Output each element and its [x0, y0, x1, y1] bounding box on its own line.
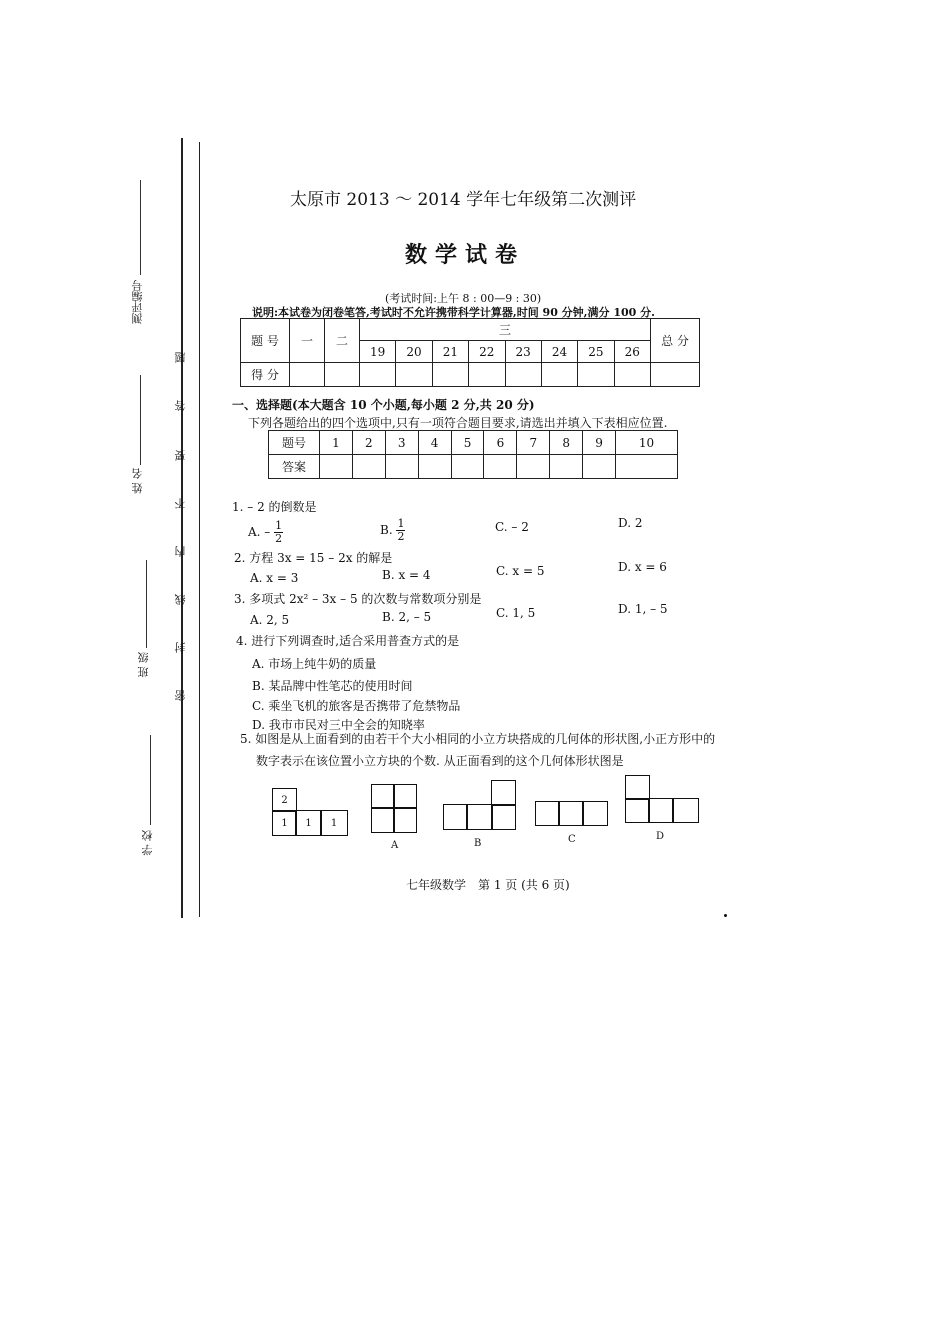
answer-number: 10 [616, 431, 678, 455]
score-cell[interactable] [325, 363, 360, 387]
answer-row-label: 题号 [269, 431, 320, 455]
question-4-option-a: A. 市场上纯牛奶的质量 [252, 657, 377, 671]
section-instruction: 下列各题给出的四个选项中,只有一项符合题目要求,请选出并填入下表相应位置. [248, 416, 668, 430]
front-view-cell [371, 807, 395, 833]
exam-title: 太原市 2013 ～ 2014 学年七年级第二次测评 [290, 190, 637, 210]
name-blank[interactable] [140, 375, 141, 465]
sub-question-number: 22 [469, 341, 505, 363]
question-2-option-c: C. x = 5 [496, 564, 545, 578]
question-4-stem: 4. 进行下列调查时,适合采用普查方式的是 [236, 634, 460, 648]
exam-note: 说明:本试卷为闭卷笔答,考试时不允许携带科学计算器,时间 90 分钟,满分 100 分. [252, 306, 655, 319]
question-4-option-b: B. 某品牌中性笔芯的使用时间 [252, 679, 413, 693]
question-5-stem: 5. 如图是从上面看到的由若干个大小相同的小立方块搭成的几何体的形状图,小正方形中的 [240, 732, 716, 746]
question-4-option-c: C. 乘坐飞机的旅客是否携带了危禁物品 [252, 699, 461, 713]
front-view-cell [672, 798, 699, 823]
front-view-cell [535, 801, 560, 826]
scan-speck [724, 914, 727, 917]
class-label: 班 级 [137, 652, 150, 678]
fraction [274, 520, 283, 545]
subject-title: 数学试卷 [405, 242, 526, 268]
question-2-stem: 2. 方程 3x = 15 – 2x 的解是 [234, 551, 393, 565]
top-view-cell: 1 [295, 810, 322, 836]
figure-label-a: A [391, 840, 399, 851]
question-4-option-d: D. 我市市民对三中全会的知晓率 [252, 718, 425, 732]
answer-number: 4 [418, 431, 451, 455]
score-table [240, 318, 700, 387]
score-cell[interactable] [432, 363, 468, 387]
question-3-stem: 3. 多项式 2x² – 3x – 5 的次数与常数项分别是 [234, 592, 482, 606]
front-view-cell [625, 775, 650, 800]
sub-question-number: 25 [578, 341, 614, 363]
front-view-cell [443, 804, 468, 830]
score-cell[interactable] [290, 363, 325, 387]
score-cell[interactable] [469, 363, 505, 387]
front-view-cell [371, 784, 395, 809]
answer-number: 5 [451, 431, 484, 455]
top-view-cell: 2 [272, 788, 297, 812]
seal-char: 要 [174, 450, 187, 461]
answer-number: 2 [352, 431, 385, 455]
sub-question-number: 26 [614, 341, 650, 363]
top-view-cell: 1 [272, 810, 297, 836]
answer-cell[interactable] [352, 455, 385, 479]
fraction-numerator: 1 [275, 519, 283, 532]
seal-char: 答 [174, 400, 187, 411]
sub-question-number: 21 [432, 341, 468, 363]
sub-question-number: 19 [360, 341, 396, 363]
part-three: 三 [360, 319, 651, 341]
front-view-cell [558, 801, 584, 826]
score-row-label: 得 分 [241, 363, 290, 387]
seal-char: 封 [174, 642, 187, 653]
score-cell[interactable] [396, 363, 432, 387]
answer-row-label: 答案 [269, 455, 320, 479]
seal-char: 不 [174, 498, 187, 509]
question-1-option-d: D. 2 [618, 516, 643, 530]
score-cell[interactable] [578, 363, 614, 387]
option-a-prefix: A. – [248, 525, 271, 539]
part-two: 二 [325, 319, 360, 363]
score-cell[interactable] [360, 363, 396, 387]
total-score-label: 总 分 [651, 319, 700, 363]
score-cell[interactable] [541, 363, 577, 387]
front-view-cell [491, 780, 516, 806]
answer-cell[interactable] [418, 455, 451, 479]
top-view-cell: 1 [320, 810, 348, 836]
answer-cell[interactable] [484, 455, 517, 479]
answer-cell[interactable] [583, 455, 616, 479]
part-one: 一 [290, 319, 325, 363]
answer-number: 8 [550, 431, 583, 455]
seal-char: 内 [174, 546, 187, 557]
question-2-option-d: D. x = 6 [618, 560, 667, 574]
score-row-label: 题 号 [241, 319, 290, 363]
answer-cell[interactable] [451, 455, 484, 479]
school-label: 学 校 [141, 830, 154, 856]
id-blank[interactable] [140, 180, 141, 275]
figure-label-c: C [568, 834, 576, 845]
front-view-cell [582, 801, 608, 826]
question-1-stem: 1. – 2 的倒数是 [232, 500, 317, 514]
answer-cell[interactable] [517, 455, 550, 479]
answer-number: 1 [320, 431, 353, 455]
question-5-stem-continued: 数字表示在该位置小立方块的个数. 从正面看到的这个几何体形状图是 [256, 754, 624, 768]
class-blank[interactable] [146, 560, 147, 648]
answer-cell[interactable] [550, 455, 583, 479]
fraction-denominator: 2 [275, 532, 283, 545]
question-3-option-b: B. 2, – 5 [382, 610, 432, 624]
score-cell[interactable] [505, 363, 541, 387]
figure-label-d: D [656, 831, 665, 842]
name-label: 姓 名 [131, 468, 144, 494]
exam-time: (考试时间:上午 8 : 00—9 : 30) [385, 292, 542, 305]
answer-number: 9 [583, 431, 616, 455]
school-blank[interactable] [150, 735, 151, 825]
fraction [396, 518, 405, 543]
answer-number: 6 [484, 431, 517, 455]
figure-label-b: B [474, 838, 482, 849]
seal-char: 题 [174, 352, 187, 363]
sub-question-number: 24 [541, 341, 577, 363]
binding-line-outer [199, 142, 200, 917]
question-3-option-d: D. 1, – 5 [618, 602, 668, 616]
question-3-option-c: C. 1, 5 [496, 606, 536, 620]
option-b-prefix: B. [380, 523, 393, 537]
fraction-numerator: 1 [397, 517, 405, 530]
page-footer: 七年级数学 第 1 页 (共 6 页) [406, 878, 570, 892]
question-3-option-a: A. 2, 5 [250, 613, 290, 627]
seal-char: 线 [174, 594, 187, 605]
answer-table [268, 430, 678, 479]
answer-cell[interactable] [320, 455, 353, 479]
answer-cell[interactable] [616, 455, 678, 479]
front-view-cell [625, 798, 650, 823]
fraction-denominator: 2 [397, 530, 405, 543]
binding-line [181, 138, 183, 918]
front-view-cell [393, 784, 417, 809]
front-view-cell [491, 804, 516, 830]
question-1-option-b [380, 518, 405, 543]
id-label: 测评编号 [131, 280, 144, 324]
front-view-cell [393, 807, 417, 833]
score-cell[interactable] [651, 363, 700, 387]
section-heading: 一、选择题(本大题含 10 个小题,每小题 2 分,共 20 分) [232, 398, 535, 412]
seal-char: 密 [174, 690, 187, 701]
score-cell[interactable] [614, 363, 650, 387]
question-2-option-a: A. x = 3 [250, 571, 299, 585]
sub-question-number: 23 [505, 341, 541, 363]
question-2-option-b: B. x = 4 [382, 568, 431, 582]
question-1-option-c: C. – 2 [495, 520, 529, 534]
front-view-cell [466, 804, 493, 830]
front-view-cell [648, 798, 674, 823]
question-1-option-a [248, 520, 283, 545]
sub-question-number: 20 [396, 341, 432, 363]
answer-number: 3 [385, 431, 418, 455]
answer-cell[interactable] [385, 455, 418, 479]
answer-number: 7 [517, 431, 550, 455]
